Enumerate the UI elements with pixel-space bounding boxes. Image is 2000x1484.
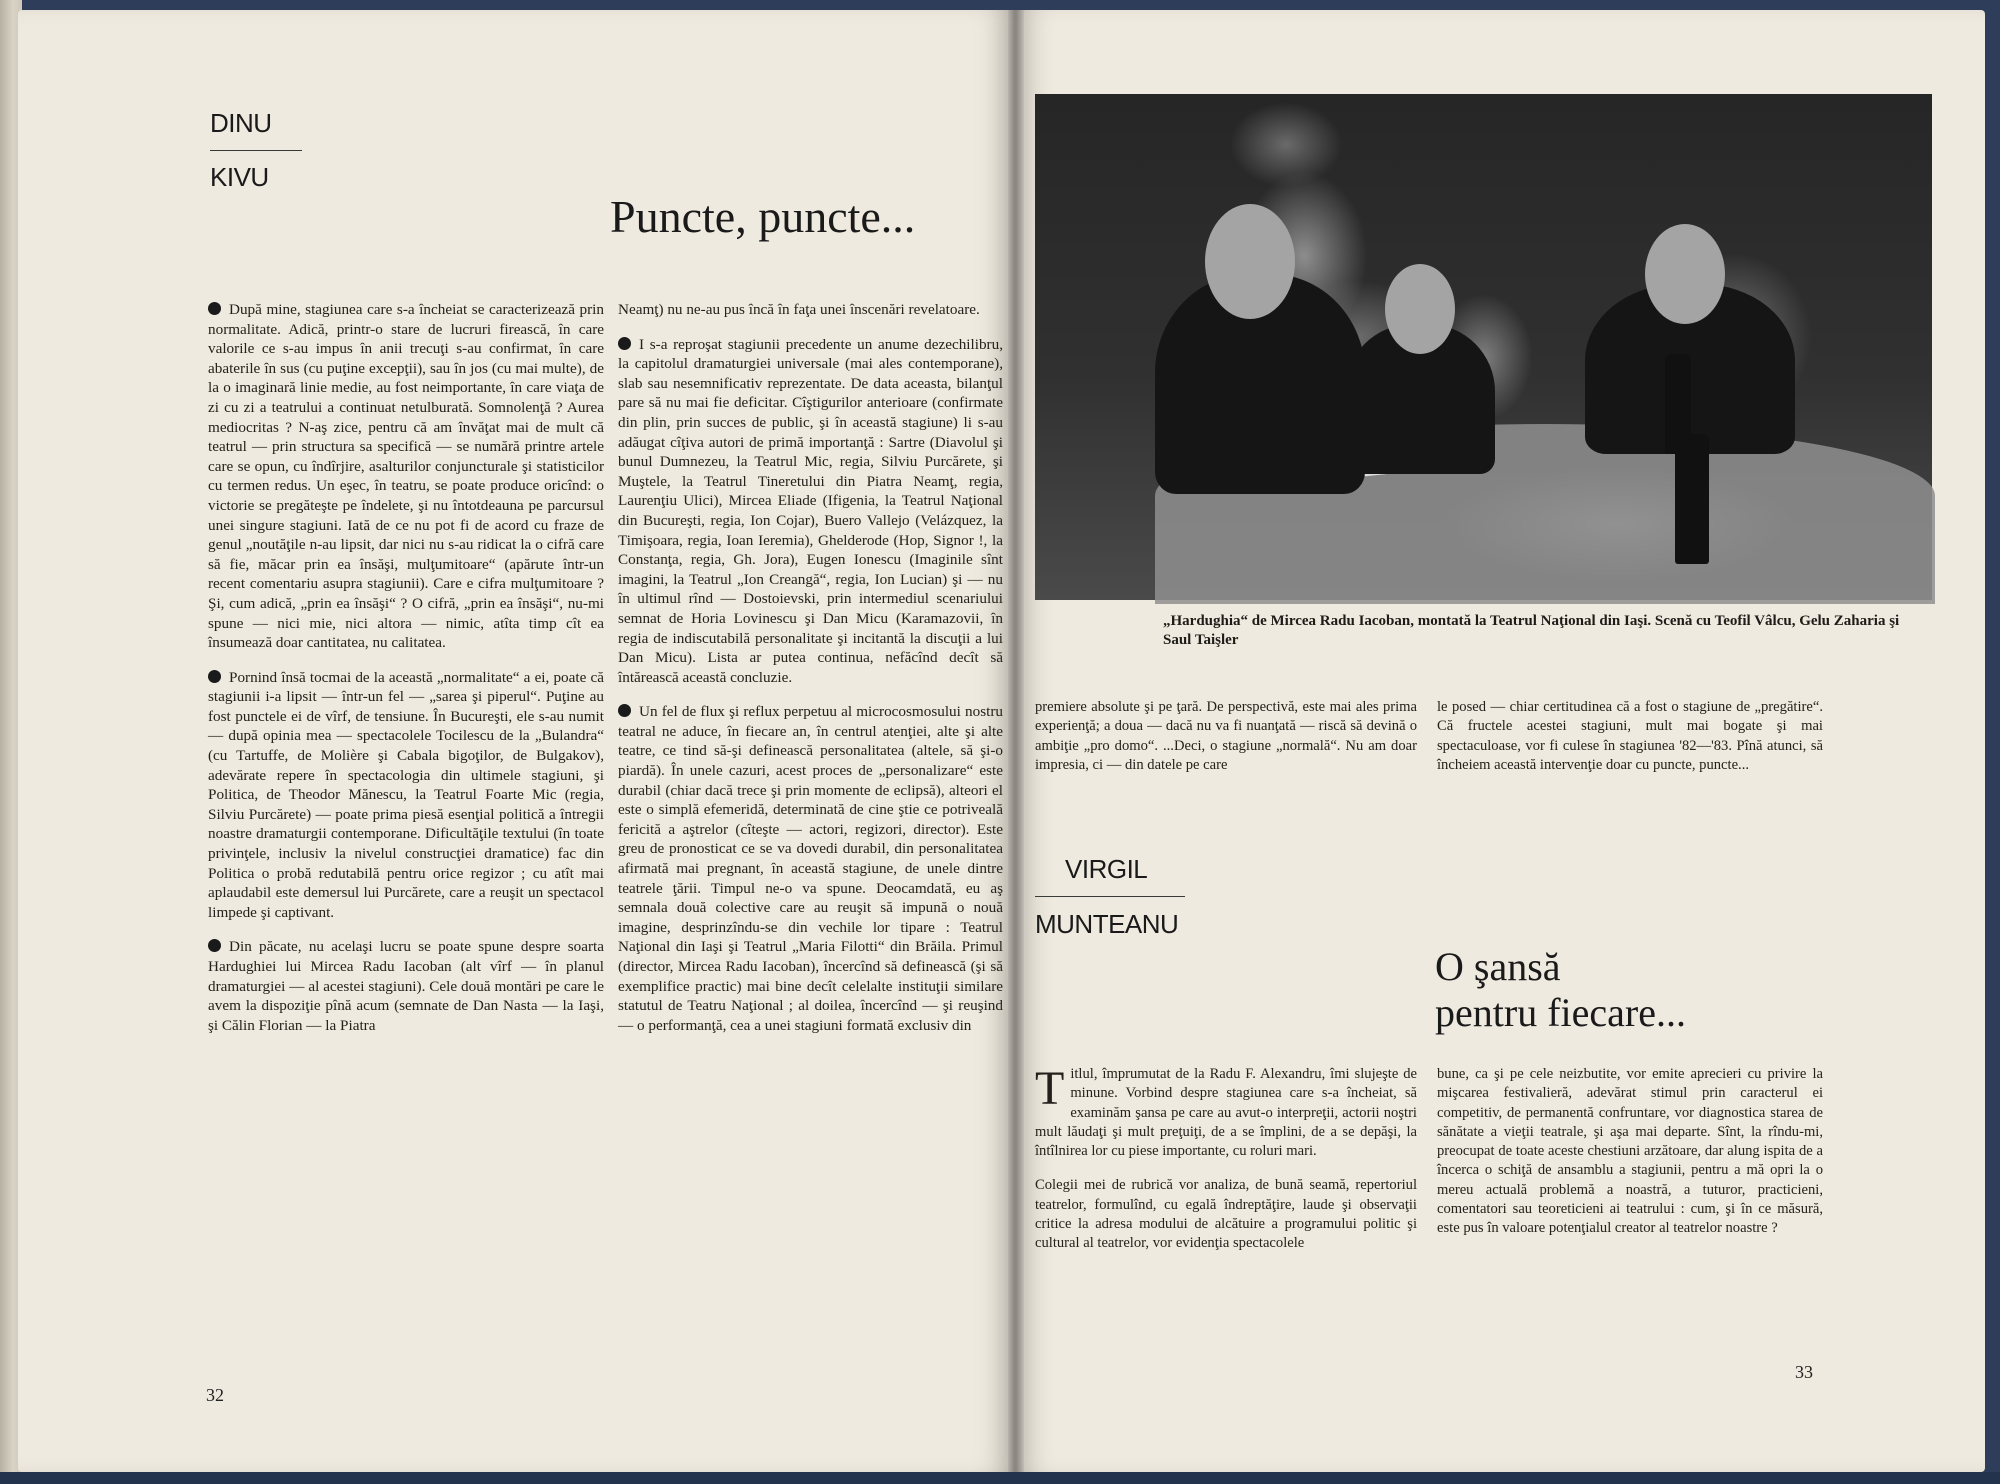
paragraph: Pornind însă tocmai de la această „normalitate“ a ei, poate că stagiunii i-a lipsit — într-un fel — „sarea şi piperul“. Puţine au fost punctele ei de vîrf, de tensiune. În Bucureşti, ele s-au numit — după opinia mea — spectacolele Tocilescu de la „Bulandra“ (cu Tartuffe, de Molière şi Cabala bigoţilor, de Bulgakov), adevărate repere în spectacologia din ultimele stagiuni, şi Politica, de Theodor Mănescu, la Teatrul Foarte Mic (regia, Silviu Purcărete) — poate prima piesă esenţial politică a întregii noastre dramaturgii contemporane. Dificultăţile textului (în toate privinţele, inclusiv la nivelul construcţiei dramatice) fac din Politica o probă redutabilă pentru orice regizor ; cu atît mai aplaudabil este demersul lui Purcărete, care a reuşit un spectacol limpede şi captivant. [208, 668, 604, 921]
drop-cap: T [1035, 1062, 1065, 1115]
right-lower-column-2: bune, ca şi pe cele neizbutite, vor emite aprecieri cu privire la mişcarea festivalieră, adevărat stimul prin caracterul ei competitiv, de permanentă confruntare, vor diagnostica starea de sănătate a vieţii teatrale, şi aşa mai departe. Sînt, la rîndu-mi, preocupat de toate aceste chestiuni arzătoare, dar alung ispita de a încerca o schiţă de ansamblu a stagiunii, pentru a mă opri la o mereu actuală problemă a noastră, a tuturor, practicieni, comentatori sau teoreticieni ai teatrului : cum, şi în ce măsură, este pus în valoare potenţialul creator al teatrelor noastre ? [1437, 1066, 1823, 1237]
author-divider-left [210, 150, 302, 151]
title-line-2: pentru fiecare... [1435, 990, 1686, 1035]
left-column-2 [618, 300, 1003, 1050]
author-first-name-right: VIRGIL [1065, 854, 1148, 884]
title-line-1: O şansă [1435, 944, 1561, 989]
article-title-right [1435, 944, 1686, 1036]
theatre-scene-photo [1035, 94, 1932, 600]
right-page [1015, 10, 1985, 1472]
bullet-icon [618, 704, 631, 717]
book-spine [1008, 10, 1024, 1472]
author-last-name-left: KIVU [210, 162, 269, 192]
page-number-left: 32 [206, 1385, 224, 1405]
paragraph: După mine, stagiunea care s-a încheiat se caracterizează prin normalitate. Adică, printr-o stare de lucruri firească, în care valorile ce s-au impus în anii trecuţi s-au confirmat, în care abaterile în sus (cu puţine excepţii), sau în jos (cu mai multe), de la o imaginară linie medie, au fost neimportante, în care viaţa de zi cu zi a teatrului a continuat netulburată. Somnolenţă ? Aurea mediocritas ? N-aş zice, pentru că am învăţat mai de mult că teatrul — prin structura sa specifică — se numără printre artele care se opun, cu îndîrjire, asalturilor conjuncturale şi statisticilor cu termen redus. Un eşec, în teatru, se poate produce oricînd: o victorie se pregăteşte pe îndelete, şi nu întotdeauna pe parcursul unei singure stagiuni. Iată de ce nu pot fi de acord cu fraze de genul „noutăţile n-au lipsit, dar nici nu s-au ridicat la o cifră care să fie, măcar prin ea însăşi, mulţumitoare“ (apărute într-un recent comentariu asupra stagiunii). Care e cifra mulţumitoare ? Şi, cum adică, „prin ea însăşi“ ? O cifră, „prin ea însăşi“, nu-mi spune — nici mie, nici altora — nimic, atîta timp cît ea însumează doar cantitatea, nu calitatea. [208, 301, 604, 652]
paragraph: Un fel de flux şi reflux perpetuu al microcosmosului nostru teatral ne aduce, în fiecare an, în centrul atenţiei, alte şi alte teatre, ce tind să-şi definească personalitatea (altele, să şi-o piardă). În unele cazuri, acest proces de „personalizare“ este durabil (chiar dacă trece şi prin momente de eclipsă), alteori el este o simplă efemeridă, determinată de cine ştie ce potriveală fericită a aştrelor (cîteşte — actori, regizori, director). Este greu de pronosticat ce se va dovedi durabil, din personalitatea afirmată mai pregnant, în această stagiune, de unele dintre teatrele ţării. Timpul ne-o va spune. Deocamdată, eu aş semnala două colective care au reuşit să impună o nouă imagine, desprinzîndu-se din vechile lor tipare : Teatrul Naţional din Iaşi şi Teatrul „Maria Filotti“ din Brăila. Primul (director, Mircea Radu Iacoban), încercînd să definească (şi să exemplifice practic) mai bine decît celelalte instituţii similare statutul de Teatru Naţional ; al doilea, încercînd — şi reuşind — o performanţă, cea a unei stagiuni formată exclusiv din [618, 703, 1003, 1034]
photo-caption: „Hardughia“ de Mircea Radu Iacoban, montată la Teatrul Naţional din Iaşi. Scenă cu Teofil Vâlcu, Gelu Zaharia şi Saul Taişler [1163, 613, 1900, 648]
photo-bottle-2 [1675, 434, 1709, 564]
article-title-left: Puncte, puncte... [610, 191, 916, 242]
left-page [18, 10, 1015, 1472]
page-number-right: 33 [1795, 1362, 1813, 1382]
paragraph: I s-a reproşat stagiunii precedente un anume dezechilibru, la capitolul dramaturgiei universale (mai ales contemporane), slab sau nesemnificativ reprezentate. De data aceasta, bilanţul pare să nu mai fie deficitar. Cîştigurilor anterioare (confirmate din plin, prin succes de public, şi în această stagiune) li s-au adăugat cîţiva autori de primă importanţă : Sartre (Diavolul şi bunul Dumnezeu, la Teatrul Mic, regia, Silviu Purcărete, şi Muştele, la Teatrul Tineretului din Piatra Neamţ, regia, Laurenţiu Ulici), Mircea Eliade (Ifigenia, la Teatrul Naţional din Bucureşti, regia, Ion Cojar), Buero Vallejo (Velázquez, la Timişoara, regia, Ioan Ieremia), Ghelderode (Hop, Signor !, la Constanţa, regia, Gh. Jora), Eugen Ionescu (Imaginile sînt imagini, la Teatrul „Ion Creangă“, regia, Ion Lucian) şi — nu în ultimul rînd — Dostoievski, prin intermediul scenariului semnat de Horia Lovinescu şi Dan Micu (Karamazovii, în regia de indiscutabilă personalitate şi incitantă la discuţii a lui Dan Micu). Lista ar putea continua, nefăcînd decît să întărească această concluzie. [618, 335, 1003, 686]
bullet-icon [208, 302, 221, 315]
photo-head-left [1205, 204, 1295, 319]
author-last-name-right: MUNTEANU [1035, 909, 1179, 939]
bullet-icon [208, 939, 221, 952]
photo-head-middle [1385, 264, 1455, 354]
right-lower-column-1 [1035, 1062, 1417, 1269]
book-bottom-edge [0, 1472, 2000, 1484]
paragraph: Titlul, împrumutat de la Radu F. Alexandru, îmi slujeşte de minune. Vorbind despre stagiunea care s-a încheiat, să examinăm şansa pe care au avut-o interpreţii, actorii noştri mult lăudaţi şi mult preţuiţi, de a se împlini, de a se depăşi, la întîlnirea lor cu piese importante, cu roluri mari. [1035, 1062, 1417, 1160]
right-upper-column-1: premiere absolute şi pe ţară. De perspectivă, este mai ales prima experienţă; a doua — dacă nu va fi nuanţată — riscă să devină o ambiţie „pro domo“. ...Deci, o stagiune „normală“. Nu am doar impresia, ci — din datele pe care [1035, 699, 1417, 773]
bullet-icon [618, 337, 631, 350]
photo-head-right [1645, 224, 1725, 324]
author-first-name-left: DINU [210, 108, 272, 138]
paragraph: Colegii mei de rubrică vor analiza, de bună seamă, repertoriul teatrelor, formulînd, cu egală îndreptăţire, laude şi observaţii critice la adresa modului de alcătuire a programului politic şi cultural al teatrelor, vor evidenţia spectacolele [1035, 1177, 1417, 1252]
right-upper-column-2: le posed — chiar certitudinea că a fost o stagiune de „pregătire“. Că fructele acestei stagiuni, mult mai bogate şi mai spectaculoase, vor fi culese în stagiunea '82—'83. Pînă atunci, să încheiem această intervenţie doar cu puncte, puncte... [1437, 699, 1823, 773]
paragraph: Din păcate, nu acelaşi lucru se poate spune despre soarta Hardughiei lui Mircea Radu Iacoban (alt vîrf — în planul dramaturgiei — al acestei stagiuni). Cele două montări pe care le avem la dispoziţie pînă acum (semnate de Dan Nasta — la Iaşi, şi Călin Florian — la Piatra [208, 938, 604, 1034]
paragraph: Neamţ) nu ne-au pus încă în faţa unei înscenări revelatoare. [618, 301, 980, 318]
left-column-1 [208, 300, 604, 1050]
bullet-icon [208, 670, 221, 683]
author-divider-right [1035, 896, 1185, 897]
